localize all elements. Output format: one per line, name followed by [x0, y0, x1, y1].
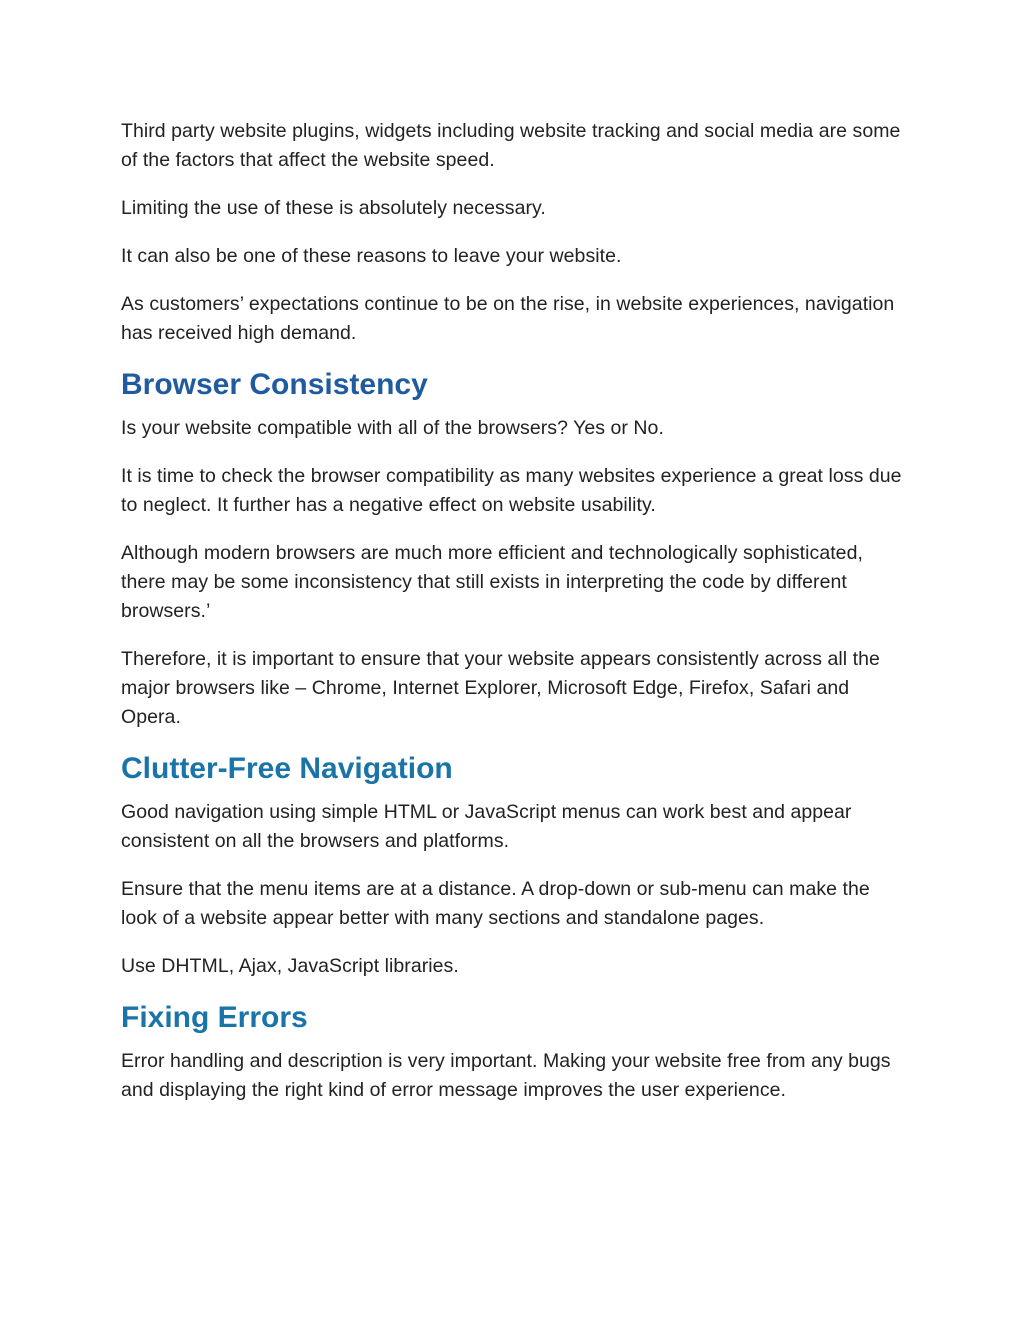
intro-paragraph: Limiting the use of these is absolutely necessary.	[121, 197, 546, 219]
intro-paragraph: It can also be one of these reasons to leave your website.	[121, 245, 622, 267]
section-paragraph: Error handling and description is very important. Making your website free from any bugs and displaying the right kind of error message improves the user experience.	[121, 1050, 891, 1101]
section-paragraph: Good navigation using simple HTML or JavaScript menus can work best and appear consistent on all the browsers and platforms.	[121, 801, 852, 852]
section-paragraph: Although modern browsers are much more efficient and technologically sophisticated, there may be some inconsistency that still exists in interpreting the code by different browsers.’	[121, 542, 863, 622]
intro-paragraph: As customers’ expectations continue to be on the rise, in website experiences, navigation has received high demand.	[121, 293, 895, 344]
section-paragraph: Therefore, it is important to ensure that your website appears consistently across all the major browsers like – Chrome, Internet Explorer, Microsoft Edge, Firefox, Safari and Opera.	[121, 648, 880, 728]
intro-paragraph: Third party website plugins, widgets including website tracking and social media are some of the factors that affect the website speed.	[121, 120, 901, 171]
section-heading-browser-consistency: Browser Consistency	[121, 368, 428, 401]
document-page	[121, 117, 911, 1124]
section-paragraph: Use DHTML, Ajax, JavaScript libraries.	[121, 955, 459, 977]
section-heading-clutter-free-navigation: Clutter-Free Navigation	[121, 752, 453, 785]
section-heading-fixing-errors: Fixing Errors	[121, 1001, 308, 1034]
section-paragraph: Ensure that the menu items are at a distance. A drop-down or sub-menu can make the look of a website appear better with many sections and standalone pages.	[121, 878, 870, 929]
section-paragraph: Is your website compatible with all of the browsers? Yes or No.	[121, 417, 664, 439]
section-paragraph: It is time to check the browser compatibility as many websites experience a great loss due to neglect. It further has a negative effect on website usability.	[121, 465, 902, 516]
